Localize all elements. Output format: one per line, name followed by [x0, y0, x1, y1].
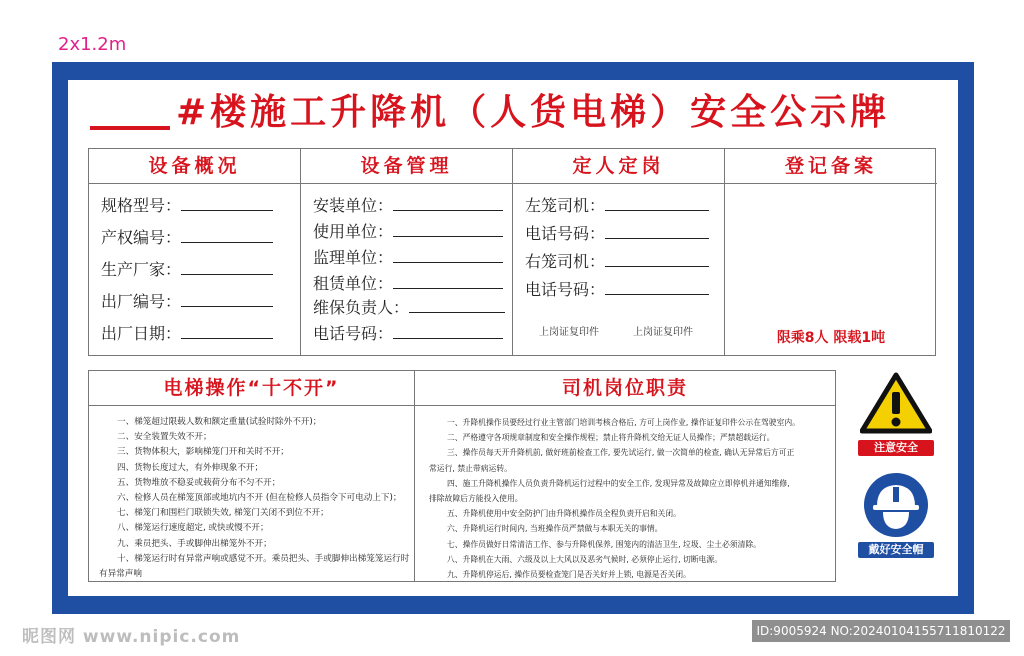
rules-box — [88, 370, 836, 582]
size-label: 2x1.2m — [58, 34, 127, 55]
operation-rule: 十、梯笼运行时有异常声响或感觉不开。乘员把头、手或脚伸出梯笼笼运行时 — [117, 553, 410, 564]
operation-rule: 三、货物体积大，影响梯笼门开和关时不开； — [117, 447, 289, 458]
fill-line — [393, 196, 503, 211]
fill-line — [393, 274, 503, 289]
operation-section — [89, 371, 415, 581]
registration-column — [725, 149, 937, 355]
assignment-row: 电话号码： — [525, 277, 709, 300]
fill-line — [605, 196, 709, 211]
duty-rule: 五、升降机使用中安全防护门由升降机操作员全程负责开启和关闭。 — [447, 509, 681, 519]
helmet-icon — [863, 472, 929, 538]
operation-rule: 四、货物长度过大，有外伸现象不开； — [117, 462, 264, 473]
operation-rule: 二、安全装置失效不开； — [117, 432, 212, 443]
fill-line — [605, 280, 709, 295]
duty-rule: 一、升降机操作员要经过行业主管部门培训考核合格后, 方可上岗作业, 操作证复印件公示在驾驶室内。 — [447, 418, 800, 427]
fill-line — [181, 260, 273, 275]
management-column — [301, 149, 513, 355]
duties-rules — [429, 415, 800, 582]
operation-rule: 七、梯笼门和围栏门联锁失效, 梯笼门关闭不到位不开； — [117, 508, 329, 519]
overview-row: 规格型号： — [101, 193, 273, 216]
operation-rule: 五、货物堆放不稳妥或载荷分布不匀不开； — [117, 477, 281, 488]
fill-line — [181, 196, 273, 211]
operation-rule: 九、乘员把头、手或脚伸出梯笼外不开； — [117, 538, 272, 549]
helmet-label: 戴好安全帽 — [858, 542, 934, 558]
info-table — [88, 148, 936, 356]
overview-column — [89, 149, 301, 355]
fill-line — [181, 324, 273, 339]
duties-section — [415, 371, 835, 581]
board-title-text: #楼施工升降机（人货电梯）安全公示牌 — [176, 92, 891, 133]
warning-triangle-icon — [860, 372, 932, 434]
duty-rule: 七、操作员做好日常清洁工作、参与升降机保养, 围笼内的清洁卫生, 垃圾、尘土必须清除。 — [447, 539, 761, 549]
duty-rule: 四、施工升降机操作人员负责升降机运行过程中的安全工作, 发现异常及故障应立即停机并通知维修, — [447, 478, 790, 488]
management-row: 监理单位： — [313, 245, 503, 268]
management-row: 维保负责人： — [313, 295, 505, 318]
license-copy-right: 上岗证复印件 — [633, 327, 693, 338]
overview-row: 生产厂家： — [101, 257, 273, 280]
duty-rule: 排除故障后方能投入使用。 — [429, 494, 523, 504]
operation-rules — [99, 415, 409, 582]
duty-rule: 八、升降机在大雨、六级及以上大风以及恶劣气候时, 必须停止运行, 切断电源。 — [447, 554, 723, 564]
assignment-header: 定人定岗 — [513, 149, 724, 184]
duty-rule: 二、严格遵守各项规章制度和安全操作规程；禁止将升降机交给无证人员操作；严禁超载运行。 — [447, 433, 775, 443]
overview-row: 产权编号： — [101, 225, 273, 248]
duty-rule: 九、升降机停运后, 操作员要检查笼门是否关好并上锁, 电源是否关闭。 — [447, 570, 691, 580]
assignment-row: 左笼司机： — [525, 193, 709, 216]
fill-line — [393, 248, 503, 263]
management-row: 电话号码： — [313, 321, 503, 344]
fill-line — [181, 228, 273, 243]
duty-rule: 六、升降机运行时间内, 当班操作员严禁做与本职无关的事情。 — [447, 524, 663, 534]
operation-rule: 有异常声响 — [99, 569, 142, 580]
duties-header: 司机岗位职责 — [415, 371, 835, 406]
watermark-id: ID:9005924 NO:20240104155711810122 — [752, 620, 1010, 642]
overview-row: 出厂日期： — [101, 321, 273, 344]
fill-line — [181, 292, 273, 307]
assignment-row: 右笼司机： — [525, 249, 709, 272]
operation-rule: 六、检修人员在梯笼顶部或地坑内不开 (但在检修人员指令下可电动上下)； — [117, 493, 402, 504]
load-limit-text: 限乘8人 限载1吨 — [776, 330, 886, 346]
building-number-blank — [90, 98, 170, 130]
overview-row: 出厂编号： — [101, 289, 273, 312]
assignment-row: 电话号码： — [525, 221, 709, 244]
assignment-column — [513, 149, 725, 355]
caution-label: 注意安全 — [858, 440, 934, 456]
operation-rule: 八、梯笼运行速度超定, 或快或慢不开； — [117, 523, 269, 534]
fill-line — [605, 224, 709, 239]
fill-line — [605, 252, 709, 267]
fill-line — [393, 222, 503, 237]
watermark-left: 昵图网 www.nipic.com — [22, 627, 241, 647]
management-row: 租赁单位： — [313, 271, 503, 294]
management-header: 设备管理 — [301, 149, 512, 184]
fill-line — [393, 324, 503, 339]
duty-rule: 三、操作员每天开升降机前, 做好班前检查工作, 要先试运行, 做一次简单的检查, 确认无异常后方可正 — [447, 448, 795, 458]
management-row: 安装单位： — [313, 193, 503, 216]
operation-rule: 一、梯笼超过限载人数和额定重量(试验时除外不开)； — [117, 417, 322, 427]
duty-rule: 常运行, 禁止带病运转。 — [429, 463, 512, 473]
management-row: 使用单位： — [313, 219, 503, 242]
license-copy-left: 上岗证复印件 — [539, 327, 599, 338]
registration-header: 登记备案 — [725, 149, 937, 184]
overview-header: 设备概况 — [89, 149, 300, 184]
safety-signs — [852, 370, 940, 582]
operation-header: 电梯操作“十不开” — [89, 371, 414, 406]
board-title — [90, 88, 940, 138]
fill-line — [409, 298, 505, 313]
